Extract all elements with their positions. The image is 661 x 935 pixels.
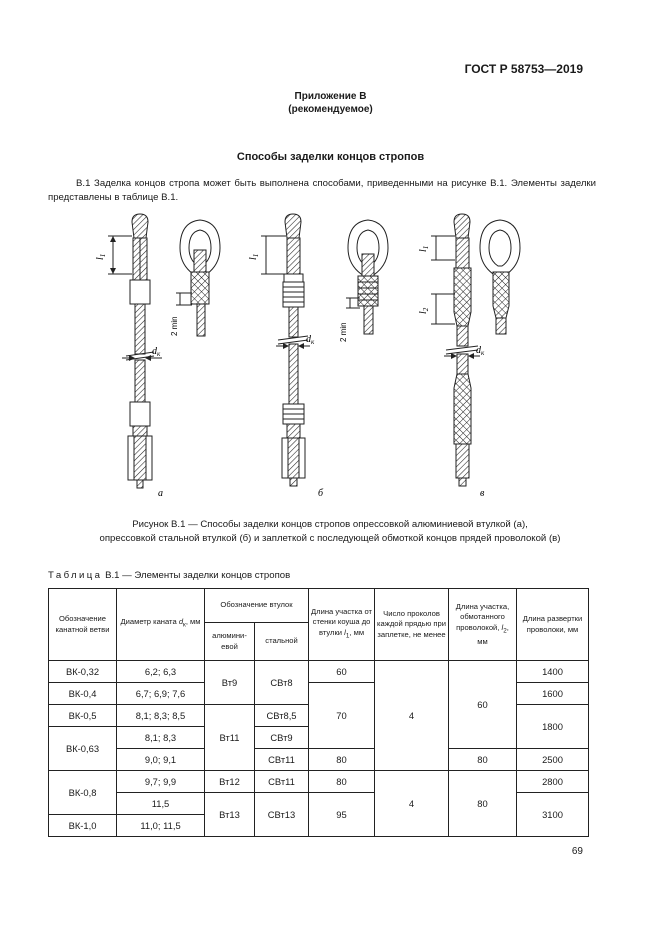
panel-label-b: б <box>318 488 324 499</box>
table-cell: 9,7; 9,9 <box>117 771 205 793</box>
table-cell: СВт8,5 <box>255 705 309 727</box>
table-cell: ВК-0,5 <box>49 705 117 727</box>
dim-2min-b: 2 min <box>339 322 348 342</box>
table-cell: ВК-0,32 <box>49 661 117 683</box>
dim-2min-a: 2 min <box>170 316 179 336</box>
dim-dk-c: $d_к$ <box>476 345 485 357</box>
appendix-heading <box>0 90 661 116</box>
th-unwrap: Длина развертки проволоки, мм <box>517 589 589 661</box>
table-cell: 4 <box>375 771 449 837</box>
table-cell: 70 <box>309 683 375 749</box>
table-cell: ВК-0,63 <box>49 727 117 771</box>
table-cell: СВт8 <box>255 661 309 705</box>
table-cell: 3100 <box>517 793 589 837</box>
th-aluminium: алюминиевой <box>205 623 255 661</box>
page-number: 69 <box>571 846 583 857</box>
dim-l1-a: $l_1$ <box>95 253 107 260</box>
panel-label-c: в <box>480 488 485 499</box>
dim-dk-a: $d_к$ <box>152 346 161 358</box>
dim-l2-c: $l_2$ <box>418 307 430 314</box>
table-cell: 6,2; 6,3 <box>117 661 205 683</box>
table-cell: 6,7; 6,9; 7,6 <box>117 683 205 705</box>
table-cell: 2800 <box>517 771 589 793</box>
figure-caption <box>40 518 620 546</box>
table-cell: 11,0; 11,5 <box>117 815 205 837</box>
th-diameter: Диаметр каната $d_к$, мм <box>117 589 205 661</box>
th-punctures: Число проколов каждой прядью при заплетке, не менее <box>375 589 449 661</box>
dim-l1-b: $l_1$ <box>248 253 260 260</box>
table-cell: 80 <box>449 749 517 771</box>
table-cell: Вт13 <box>205 793 255 837</box>
table-cell: 1800 <box>517 705 589 749</box>
table-cell: 60 <box>449 661 517 749</box>
table-cell: 9,0; 9,1 <box>117 749 205 771</box>
table-cell: 2500 <box>517 749 589 771</box>
table-cell: 60 <box>309 661 375 683</box>
table-cell: 11,5 <box>117 793 205 815</box>
table-cell: 80 <box>449 771 517 837</box>
table-cell: 8,1; 8,3; 8,5 <box>117 705 205 727</box>
table-cell: СВт11 <box>255 771 309 793</box>
table-cell: СВт9 <box>255 727 309 749</box>
table-cell: Вт11 <box>205 705 255 771</box>
caption-line-2: опрессовкой стальной втулкой (б) и заплеткой с последующей обмоткой концов прядей проволокой (в) <box>99 533 561 544</box>
intro-paragraph: В.1 Заделка концов стропа может быть выполнена способами, приведенными на рисунке В.1. Элементы заделки представлены в таблице В.1. <box>48 178 596 203</box>
th-wound: Длина участка, обмотанного проволокой, $l_2$, мм <box>449 589 517 661</box>
table-cell: ВК-0,8 <box>49 771 117 815</box>
table-cell: 95 <box>309 793 375 837</box>
table-caption-prefix: Таблица <box>48 570 103 581</box>
section-title: Способы заделки концов стропов <box>236 151 425 163</box>
panel-a <box>108 214 220 488</box>
table-cell: Вт12 <box>205 771 255 793</box>
table-caption <box>48 570 290 581</box>
table-cell: СВт13 <box>255 793 309 837</box>
th-sleeve: Обозначение втулок <box>205 589 309 623</box>
caption-line-1: Рисунок В.1 — Способы заделки концов стропов опрессовкой алюминиевой втулкой (а), <box>132 519 528 530</box>
table-cell: ВК-1,0 <box>49 815 117 837</box>
table-cell: ВК-0,4 <box>49 683 117 705</box>
figure-b1 <box>0 210 661 510</box>
dim-dk-b: $d_к$ <box>306 334 315 346</box>
dim-l1-c: $l_1$ <box>418 245 430 252</box>
th-designation: Обозначение канатной ветви <box>49 589 117 661</box>
table-cell: 1400 <box>517 661 589 683</box>
table-cell: 8,1; 8,3 <box>117 727 205 749</box>
appendix-title: Приложение В <box>294 91 367 102</box>
table-cell: СВт11 <box>255 749 309 771</box>
table-cell: 1600 <box>517 683 589 705</box>
table-cell: 80 <box>309 749 375 771</box>
elements-table <box>48 588 589 837</box>
table-cell: Вт9 <box>205 661 255 705</box>
th-steel: стальной <box>255 623 309 661</box>
table-cell: 4 <box>375 661 449 771</box>
table-cell: 80 <box>309 771 375 793</box>
panel-label-a: а <box>158 488 163 499</box>
table-caption-rest: В.1 — Элементы заделки концов стропов <box>105 570 291 581</box>
appendix-status: (рекомендуемое) <box>288 104 373 115</box>
th-length: Длина участка от стенки коуша до втулки $l_1$, мм <box>309 589 375 661</box>
panel-b <box>261 214 388 486</box>
standard-header: ГОСТ Р 58753—2019 <box>464 62 583 76</box>
